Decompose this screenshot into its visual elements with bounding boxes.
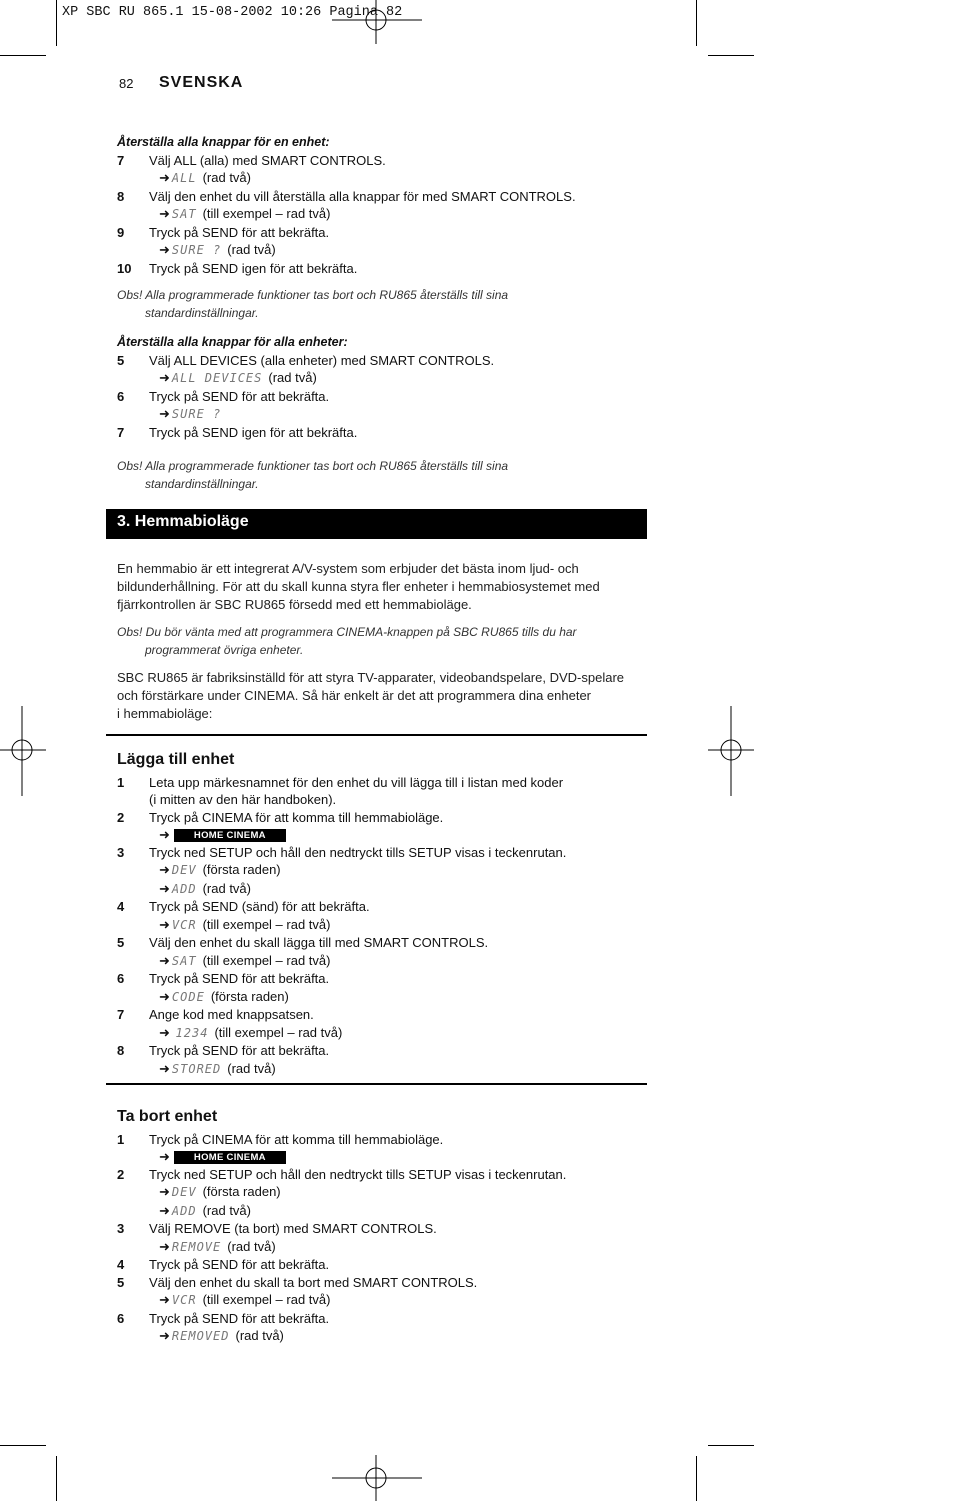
- arrow-icon: ➜: [159, 1024, 170, 1040]
- arrow-icon: ➜: [159, 1202, 170, 1218]
- step-result: ➜ DEV (första raden): [159, 862, 281, 877]
- step: 6 Tryck på SEND för att bekräfta.: [117, 388, 330, 404]
- step-result: ➜ SAT (till exempel – rad två): [159, 206, 331, 221]
- lcd-text: VCR: [171, 1293, 197, 1307]
- step: 5 Välj den enhet du skall ta bort med SMART CONTROLS.: [117, 1274, 478, 1290]
- step: 5 Välj ALL DEVICES (alla enheter) med SMART CONTROLS.: [117, 352, 495, 368]
- crop-mark: [708, 55, 754, 56]
- step-result: ➜ REMOVE (rad två): [159, 1238, 276, 1254]
- subheading: Återställa alla knappar för en enhet:: [117, 135, 330, 149]
- step: 2 Tryck på CINEMA för att komma till hemmabioläge.: [117, 809, 444, 825]
- step-result: ➜ DEV (första raden): [159, 1184, 281, 1199]
- arrow-icon: ➜: [159, 862, 170, 877]
- note: Obs! Alla programmerade funktioner tas bort och RU865 återställs till sina standardinställningar.: [117, 459, 509, 491]
- crop-mark: [56, 0, 57, 46]
- step-result: ➜ 1234 (till exempel – rad två): [159, 1024, 343, 1040]
- step-result: ➜ CODE (första raden): [159, 988, 289, 1004]
- intro-paragraph: En hemmabio är ett integrerat A/V-system som erbjuder det bästa inom ljud- och bildunderhållning. För att du skall kunna styra fler enheter i hemmabiosystemet med fjärrkontrollen är SBC RU865 försedd med ett hemmabioläge.: [117, 561, 600, 612]
- step: 4 Tryck på SEND (sänd) för att bekräfta.: [117, 899, 370, 914]
- step: 3 Välj REMOVE (ta bort) med SMART CONTROLS.: [117, 1221, 437, 1236]
- lcd-text: SURE ?: [171, 407, 222, 421]
- step-result: ➜ ALL DEVICES (rad två): [159, 370, 317, 385]
- step: 10 Tryck på SEND igen för att bekräfta.: [117, 260, 358, 276]
- lcd-text: ADD: [171, 1203, 197, 1218]
- note: Obs! Du bör vänta med att programmera CINEMA-knappen på SBC RU865 tills du har programmerat övriga enheter.: [117, 625, 577, 657]
- crop-mark: [0, 1445, 46, 1446]
- crop-mark: [56, 1456, 57, 1501]
- subsection-heading: Ta bort enhet: [117, 1108, 218, 1125]
- step: 1 Tryck på CINEMA för att komma till hemmabioläge.: [117, 1131, 444, 1147]
- step: 2 Tryck ned SETUP och håll den nedtryckt tills SETUP visas i teckenrutan.: [117, 1166, 567, 1182]
- step-result: ➜ VCR (till exempel – rad två): [159, 1292, 331, 1307]
- step: 1 Leta upp märkesnamnet för den enhet du vill lägga till i listan med koder (i mitten av den här handboken).: [117, 774, 564, 807]
- page-number: 82: [119, 76, 134, 91]
- step: 8 Välj den enhet du vill återställa alla knappar för med SMART CONTROLS.: [117, 188, 576, 204]
- crop-mark: [708, 1445, 754, 1446]
- arrow-icon: ➜: [159, 1149, 170, 1164]
- step: 4 Tryck på SEND för att bekräfta.: [117, 1257, 330, 1272]
- arrow-icon: ➜: [159, 1184, 170, 1199]
- arrow-icon: ➜: [159, 880, 170, 896]
- subsection-heading: Lägga till enhet: [117, 751, 235, 768]
- step: 3 Tryck ned SETUP och håll den nedtryckt tills SETUP visas i teckenrutan.: [117, 844, 567, 860]
- lcd-text: 1234: [175, 1025, 209, 1040]
- crop-mark: [0, 55, 46, 56]
- lcd-text: ALL: [171, 171, 197, 185]
- arrow-icon: ➜: [159, 988, 170, 1004]
- registration-mark-icon: [332, 1455, 422, 1501]
- arrow-icon: ➜: [159, 1292, 170, 1307]
- step: 9 Tryck på SEND för att bekräfta.: [117, 224, 330, 240]
- step-result: ➜ ALL (rad två): [159, 170, 251, 185]
- step-result: ➜ VCR (till exempel – rad två): [159, 916, 331, 932]
- section-title: 3. Hemmabioläge: [117, 513, 249, 530]
- step: 6 Tryck på SEND för att bekräfta.: [117, 971, 330, 986]
- arrow-icon: ➜: [159, 370, 170, 385]
- step-result: ➜ SAT (till exempel – rad två): [159, 952, 331, 968]
- step: 5 Välj den enhet du skall lägga till med SMART CONTROLS.: [117, 935, 489, 950]
- step: 8 Tryck på SEND för att bekräfta.: [117, 1043, 330, 1058]
- arrow-icon: ➜: [159, 206, 170, 221]
- arrow-icon: ➜: [159, 916, 170, 932]
- arrow-icon: ➜: [159, 952, 170, 968]
- step: 6 Tryck på SEND för att bekräfta.: [117, 1310, 330, 1326]
- step-result: ➜ ADD (rad två): [159, 1202, 251, 1218]
- lcd-text: STORED: [171, 1061, 222, 1076]
- step: 7 Tryck på SEND igen för att bekräfta.: [117, 424, 358, 440]
- crop-mark: [696, 0, 697, 46]
- arrow-icon: ➜: [159, 1238, 170, 1254]
- lcd-text: CODE: [171, 989, 205, 1004]
- arrow-icon: ➜: [159, 1328, 170, 1343]
- step-result: [117, 826, 647, 844]
- page-content: [117, 134, 647, 1346]
- note: Obs! Alla programmerade funktioner tas bort och RU865 återställs till sina standardinställningar.: [117, 288, 509, 320]
- arrow-icon: ➜: [159, 827, 170, 842]
- lcd-text: ALL DEVICES: [171, 371, 263, 385]
- crop-mark: [696, 1456, 697, 1501]
- lcd-text: REMOVE: [171, 1239, 222, 1254]
- registration-mark-icon: [332, 0, 422, 46]
- registration-mark-icon: [708, 706, 754, 796]
- step-result: [117, 1148, 647, 1166]
- arrow-icon: ➜: [159, 242, 170, 257]
- lcd-text: ADD: [171, 881, 197, 896]
- lcd-text: REMOVED: [171, 1329, 230, 1343]
- lcd-text: SAT: [171, 207, 197, 221]
- lcd-text: DEV: [171, 863, 197, 877]
- step-result: ➜ ADD (rad två): [159, 880, 251, 896]
- page-title: SVENSKA: [159, 74, 244, 91]
- lcd-text: DEV: [171, 1185, 197, 1199]
- registration-mark-icon: [0, 706, 46, 796]
- print-slug: XP SBC RU 865.1 15-08-2002 10:26 Pagina 82: [62, 5, 403, 20]
- step: 7 Välj ALL (alla) med SMART CONTROLS.: [117, 152, 386, 168]
- step-result: [117, 405, 647, 424]
- lcd-text: SAT: [171, 953, 197, 968]
- arrow-icon: ➜: [159, 406, 170, 421]
- arrow-icon: ➜: [159, 170, 170, 185]
- lcd-text: VCR: [171, 917, 197, 932]
- home-cinema-badge: HOME CINEMA: [174, 829, 286, 842]
- step-result: ➜ SURE ? (rad två): [159, 242, 276, 257]
- step-result: ➜ REMOVED (rad två): [159, 1328, 284, 1343]
- home-cinema-badge: HOME CINEMA: [174, 1151, 286, 1164]
- subheading: Återställa alla knappar för alla enheter:: [117, 335, 348, 349]
- arrow-icon: ➜: [159, 1060, 170, 1076]
- step: 7 Ange kod med knappsatsen.: [117, 1007, 314, 1022]
- body-paragraph: SBC RU865 är fabriksinställd för att styra TV-apparater, videobandspelare, DVD-spelare och förstärkare under CINEMA. Så här enkelt är det att programmera dina enheter i hemmabioläge:: [117, 670, 625, 721]
- step-result: ➜ STORED (rad två): [159, 1060, 276, 1076]
- lcd-text: SURE ?: [171, 243, 222, 257]
